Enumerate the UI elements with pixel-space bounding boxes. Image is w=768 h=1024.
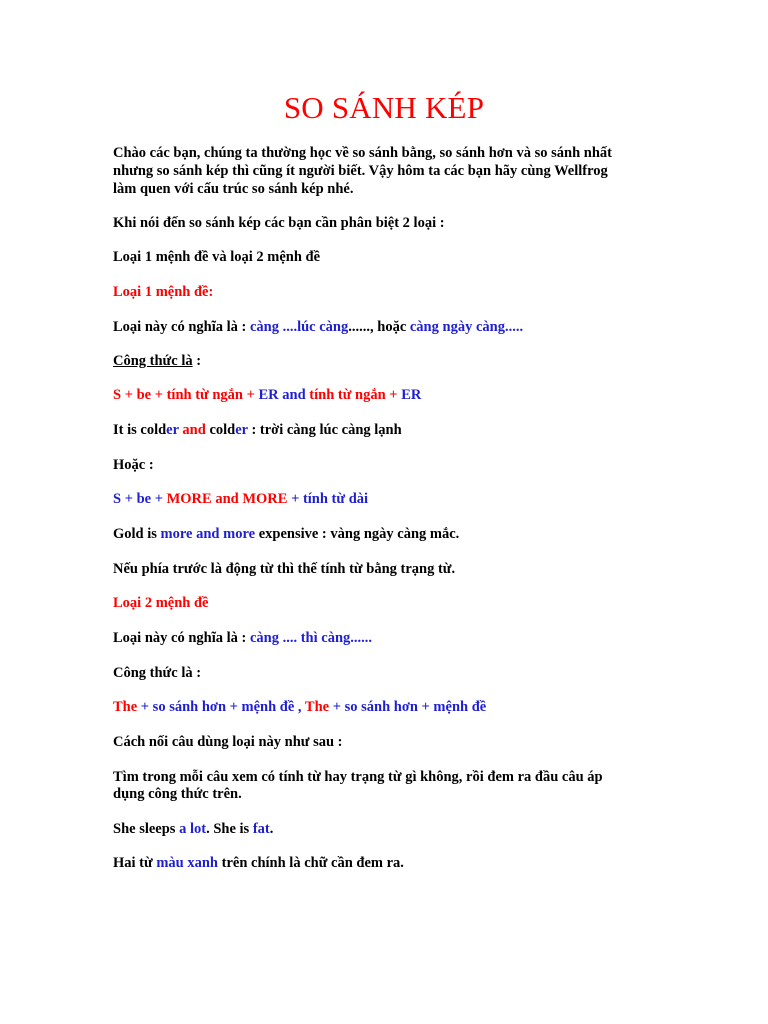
type1-formula-label-text: Công thức là bbox=[113, 353, 193, 369]
type2-closing-part-a: Hai từ bbox=[113, 855, 157, 871]
type1-meaning-mid: ......, hoặc bbox=[348, 319, 410, 335]
type1-meaning bbox=[113, 318, 643, 336]
type2-meaning bbox=[113, 629, 643, 647]
page-title: SO SÁNH KÉP bbox=[283, 90, 485, 125]
type2-example-part-a: She sleeps bbox=[113, 821, 180, 837]
distinguish-paragraph: Khi nói đến so sánh kép các bạn cần phân biệt 2 loại : bbox=[113, 215, 445, 231]
example1-part-e: er bbox=[235, 422, 248, 438]
type1-formula-label bbox=[113, 352, 643, 370]
type1-formula2 bbox=[113, 490, 643, 508]
type2-closing bbox=[113, 854, 643, 872]
type2-how-to: Cách nối câu dùng loại này như sau : bbox=[113, 734, 343, 750]
type2-closing-part-b: màu xanh bbox=[156, 855, 218, 871]
formula1-part-b: ER and bbox=[258, 387, 306, 403]
example1-part-c: and bbox=[178, 422, 206, 438]
or-label: Hoặc : bbox=[113, 457, 154, 473]
type2-example bbox=[113, 820, 643, 838]
example1-part-f: : trời càng lúc càng lạnh bbox=[247, 422, 402, 438]
type1-meaning-prefix: Loại này có nghĩa là : bbox=[113, 319, 250, 335]
type2-meaning-phrase: càng .... thì càng...... bbox=[249, 630, 373, 646]
formula2-part-c: + tính từ dài bbox=[287, 491, 369, 507]
type2-meaning-prefix: Loại này có nghĩa là : bbox=[113, 630, 250, 646]
type2-example-part-d: fat bbox=[252, 821, 270, 837]
types-paragraph: Loại 1 mệnh đề và loại 2 mệnh đề bbox=[113, 249, 321, 265]
type2-heading: Loại 2 mệnh đề bbox=[113, 595, 209, 611]
formula1-part-a: S + be + tính từ ngắn + bbox=[113, 387, 259, 403]
type1-example2 bbox=[113, 525, 643, 543]
type1-heading: Loại 1 mệnh đề: bbox=[113, 284, 214, 300]
intro-line-1: Chào các bạn, chúng ta thường học về so sánh bằng, so sánh hơn và so sánh nhất bbox=[113, 145, 612, 161]
example2-part-b: more and more bbox=[160, 526, 256, 542]
type2-formula-part-d: + so sánh hơn + mệnh đề bbox=[329, 699, 487, 715]
type1-meaning-phrase2: càng ngày càng..... bbox=[409, 319, 524, 335]
formula2-part-a: S + be + bbox=[113, 491, 167, 507]
example1-part-d: cold bbox=[205, 422, 236, 438]
type2-formula-part-b: + so sánh hơn + mệnh đề , bbox=[137, 699, 305, 715]
type1-note: Nếu phía trước là động từ thì thế tính từ bằng trạng từ. bbox=[113, 561, 456, 577]
type1-example1 bbox=[113, 421, 643, 439]
type2-example-part-e: . bbox=[269, 821, 274, 837]
formula1-part-c: tính từ ngắn + bbox=[305, 387, 402, 403]
type2-closing-part-c: trên chính là chữ cần đem ra. bbox=[218, 855, 404, 871]
type2-instruction-line-1: Tìm trong mỗi câu xem có tính từ hay trạng từ gì không, rồi đem ra đầu câu áp bbox=[113, 769, 603, 785]
type2-formula-part-c: The bbox=[304, 699, 330, 715]
intro-line-3: làm quen với cấu trúc so sánh kép nhé. bbox=[113, 181, 354, 197]
type2-formula-label: Công thức là : bbox=[113, 665, 202, 681]
type2-instruction-line-2: dụng công thức trên. bbox=[113, 786, 242, 802]
formula2-part-b: MORE and MORE bbox=[166, 491, 288, 507]
example2-part-a: Gold is bbox=[113, 526, 161, 542]
formula1-part-d: ER bbox=[401, 387, 422, 403]
type2-example-part-c: . She is bbox=[206, 821, 253, 837]
type1-meaning-phrase1: càng ....lúc càng bbox=[249, 319, 349, 335]
type2-example-part-b: a lot bbox=[179, 821, 207, 837]
type1-formula1 bbox=[113, 386, 643, 404]
example1-part-b: er bbox=[166, 422, 179, 438]
type1-formula-label-suffix: : bbox=[192, 353, 202, 369]
type2-formula-part-a: The bbox=[113, 699, 138, 715]
example2-part-c: expensive : vàng ngày càng mắc. bbox=[255, 526, 460, 542]
intro-line-2: nhưng so sánh kép thì cũng ít người biết. Vậy hôm ta các bạn hãy cùng Wellfrog bbox=[113, 163, 608, 179]
type2-formula bbox=[113, 698, 643, 716]
example1-part-a: It is cold bbox=[113, 422, 167, 438]
